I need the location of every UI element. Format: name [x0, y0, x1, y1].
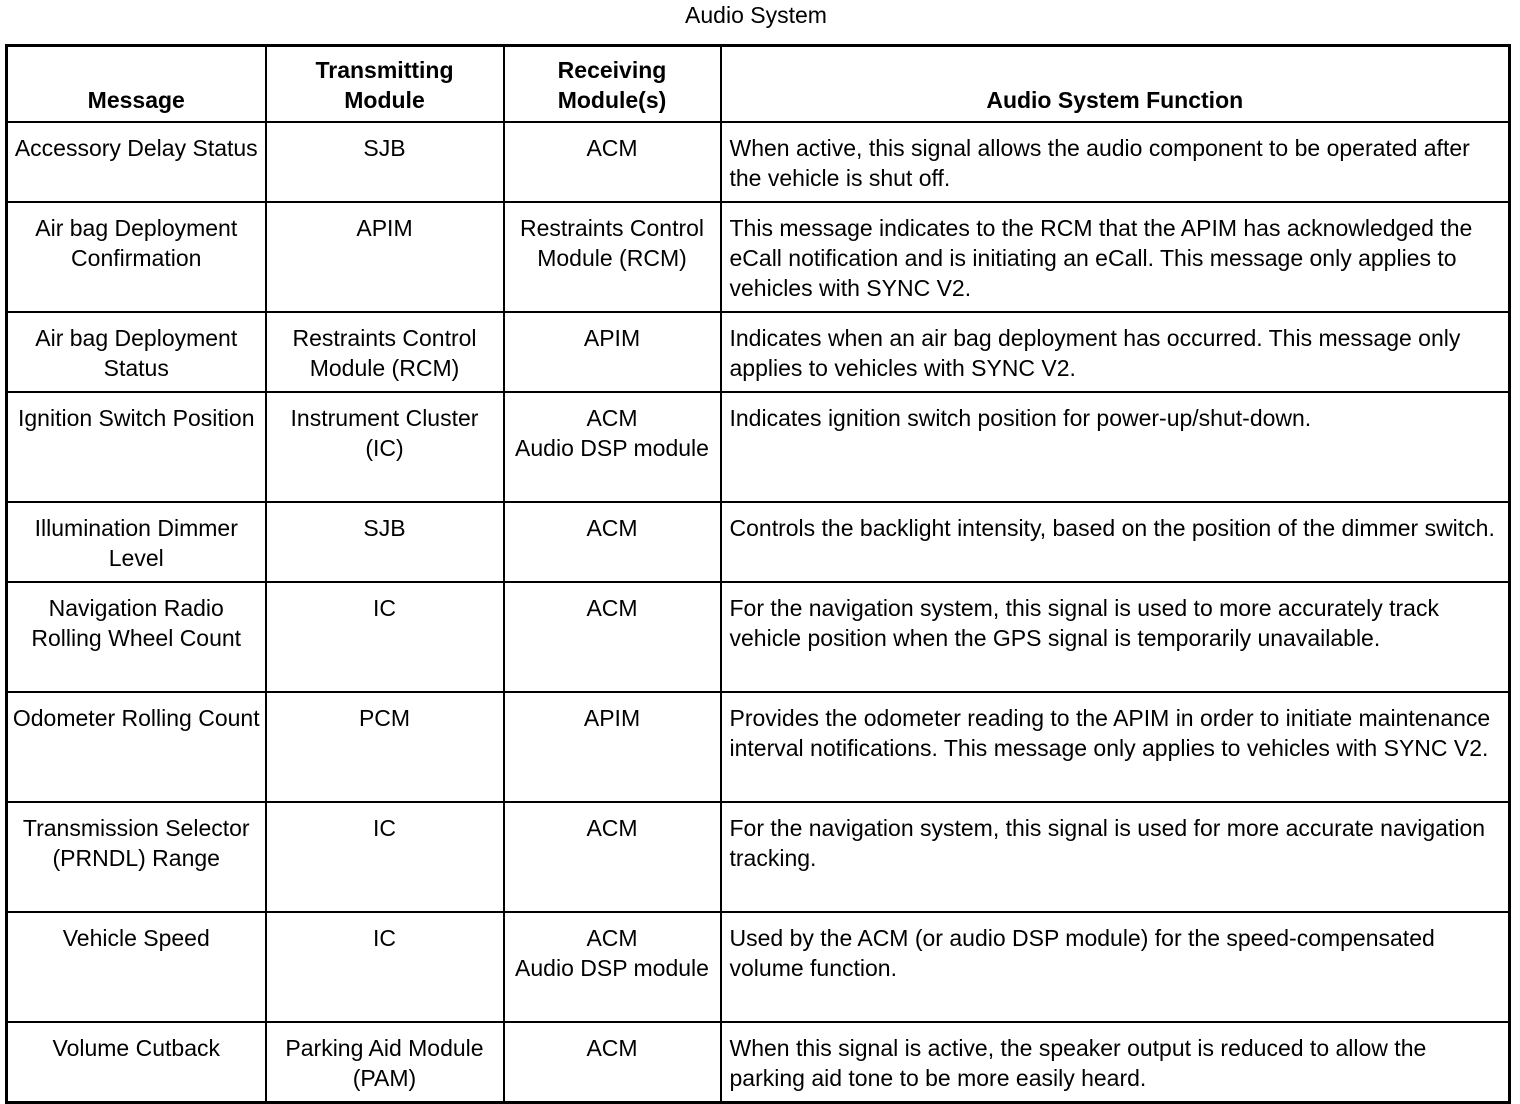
table-row: [7, 692, 1510, 802]
cell-receiving-modules: APIM: [504, 312, 721, 392]
cell-transmitting-module: IC: [266, 582, 504, 692]
cell-receiving-modules: ACM: [504, 1022, 721, 1103]
cell-transmitting-module: IC: [266, 802, 504, 912]
cell-function: Indicates when an air bag deployment has occurred. This message only applies to vehicles with SYNC V2.: [721, 312, 1510, 392]
cell-function: For the navigation system, this signal is used to more accurately track vehicle position when the GPS signal is temporarily unavailable.: [721, 582, 1510, 692]
table-row: [7, 912, 1510, 1022]
cell-message: Accessory Delay Status: [7, 122, 266, 202]
table-row: [7, 392, 1510, 502]
cell-function: This message indicates to the RCM that the APIM has acknowledged the eCall notification and is initiating an eCall. This message only applies to vehicles with SYNC V2.: [721, 202, 1510, 312]
cell-function: When this signal is active, the speaker output is reduced to allow the parking aid tone to be more easily heard.: [721, 1022, 1510, 1103]
cell-receiving-modules: APIM: [504, 692, 721, 802]
header-audio-system-function: Audio System Function: [721, 46, 1510, 123]
table-row: [7, 312, 1510, 392]
cell-receiving-modules: ACM: [504, 122, 721, 202]
cell-transmitting-module: Parking Aid Module (PAM): [266, 1022, 504, 1103]
header-message: Message: [7, 46, 266, 123]
header-transmitting-module: Transmitting Module: [266, 46, 504, 123]
page-title: Audio System: [685, 2, 827, 28]
cell-function: Used by the ACM (or audio DSP module) for the speed-compensated volume function.: [721, 912, 1510, 1022]
cell-transmitting-module: Restraints Control Module (RCM): [266, 312, 504, 392]
table-row: [7, 582, 1510, 692]
table-row: [7, 502, 1510, 582]
table-row: [7, 122, 1510, 202]
cell-message: Ignition Switch Position: [7, 392, 266, 502]
message-table: [5, 44, 1511, 1104]
cell-transmitting-module: IC: [266, 912, 504, 1022]
table-row: [7, 202, 1510, 312]
cell-function: Indicates ignition switch position for power-up/shut-down.: [721, 392, 1510, 502]
cell-function: For the navigation system, this signal is used for more accurate navigation tracking.: [721, 802, 1510, 912]
cell-receiving-modules: Restraints Control Module (RCM): [504, 202, 721, 312]
cell-function: Controls the backlight intensity, based on the position of the dimmer switch.: [721, 502, 1510, 582]
cell-receiving-modules: ACM Audio DSP module: [504, 392, 721, 502]
cell-receiving-modules: ACM: [504, 802, 721, 912]
cell-message: Air bag Deployment Status: [7, 312, 266, 392]
cell-transmitting-module: PCM: [266, 692, 504, 802]
cell-message: Odometer Rolling Count: [7, 692, 266, 802]
cell-function: Provides the odometer reading to the APIM in order to initiate maintenance interval notifications. This message only applies to vehicles with SYNC V2.: [721, 692, 1510, 802]
cell-transmitting-module: SJB: [266, 502, 504, 582]
cell-transmitting-module: APIM: [266, 202, 504, 312]
cell-message: Navigation Radio Rolling Wheel Count: [7, 582, 266, 692]
cell-message: Vehicle Speed: [7, 912, 266, 1022]
cell-receiving-modules: ACM: [504, 502, 721, 582]
table-row: [7, 1022, 1510, 1103]
cell-function: When active, this signal allows the audio component to be operated after the vehicle is shut off.: [721, 122, 1510, 202]
header-receiving-modules: Receiving Module(s): [504, 46, 721, 123]
cell-transmitting-module: SJB: [266, 122, 504, 202]
cell-message: Transmission Selector (PRNDL) Range: [7, 802, 266, 912]
cell-message: Volume Cutback: [7, 1022, 266, 1103]
table-row: [7, 802, 1510, 912]
table-header-row: [7, 46, 1510, 123]
cell-receiving-modules: ACM: [504, 582, 721, 692]
cell-message: Illumination Dimmer Level: [7, 502, 266, 582]
cell-message: Air bag Deployment Confirmation: [7, 202, 266, 312]
cell-transmitting-module: Instrument Cluster (IC): [266, 392, 504, 502]
cell-receiving-modules: ACM Audio DSP module: [504, 912, 721, 1022]
